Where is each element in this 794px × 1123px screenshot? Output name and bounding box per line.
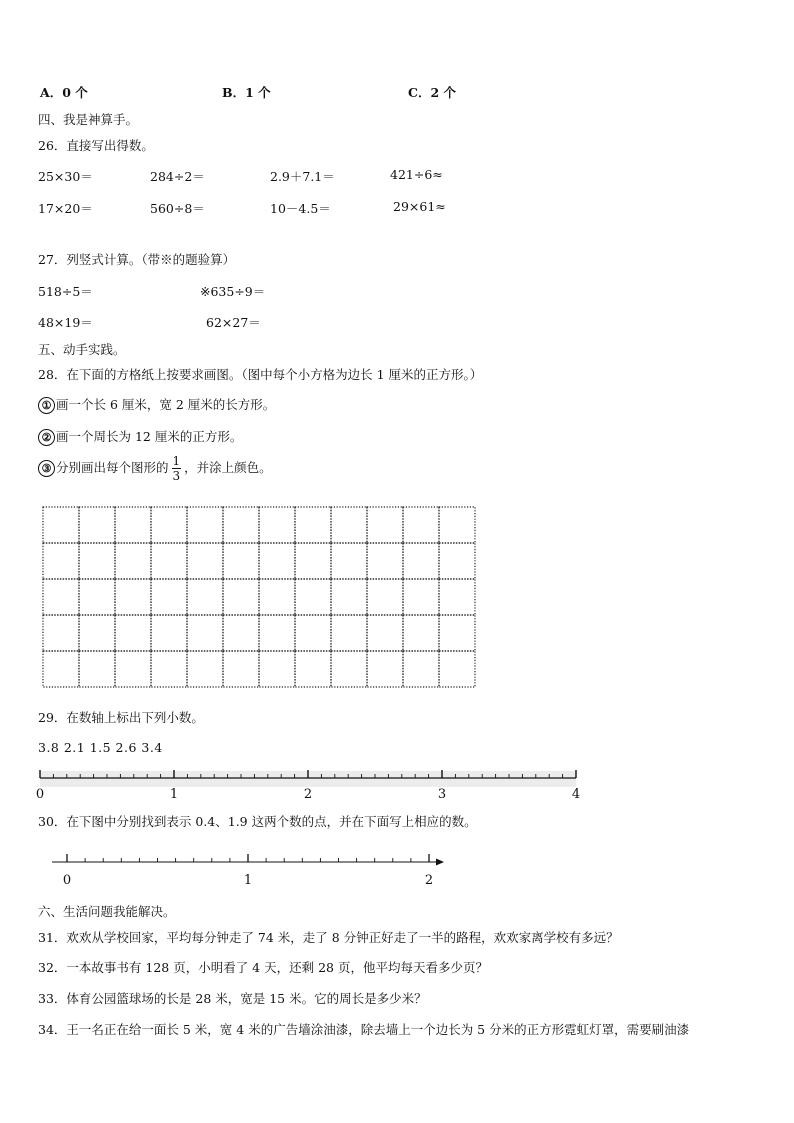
grid-cell[interactable] bbox=[439, 615, 475, 651]
grid-cell[interactable] bbox=[331, 615, 367, 651]
grid-cell[interactable] bbox=[439, 651, 475, 687]
section-4-heading: 四、我是神算手。 bbox=[38, 112, 139, 127]
q26-r1-c2: 284÷2＝ bbox=[150, 169, 205, 184]
q28-item-3-pre: 分别画出每个图形的 bbox=[56, 460, 169, 475]
fraction-one-third bbox=[172, 455, 182, 482]
grid-cell[interactable] bbox=[367, 507, 403, 543]
grid-cell[interactable] bbox=[295, 615, 331, 651]
q26-title: 26．直接写出得数。 bbox=[38, 138, 154, 153]
axis-tick-label: 1 bbox=[243, 873, 253, 888]
grid-cell[interactable] bbox=[151, 507, 187, 543]
dotted-square-grid[interactable] bbox=[42, 506, 476, 688]
grid-cell[interactable] bbox=[403, 507, 439, 543]
grid-cell[interactable] bbox=[439, 543, 475, 579]
grid-cell[interactable] bbox=[43, 507, 79, 543]
q29-title: 29．在数轴上标出下列小数。 bbox=[38, 710, 204, 725]
number-line-0-to-2[interactable] bbox=[50, 848, 450, 888]
axis-tick-label: 0 bbox=[62, 873, 72, 888]
grid-cell[interactable] bbox=[115, 651, 151, 687]
q31-text: 31．欢欢从学校回家，平均每分钟走了 74 米，走了 8 分钟正好走了一半的路程，欢欢家离学校有多远？ bbox=[38, 930, 619, 945]
grid-cell[interactable] bbox=[115, 543, 151, 579]
grid-cell[interactable] bbox=[367, 579, 403, 615]
grid-cell[interactable] bbox=[79, 579, 115, 615]
axis-tick-label: 3 bbox=[437, 787, 447, 800]
grid-cell[interactable] bbox=[79, 507, 115, 543]
q33-text: 33．体育公园篮球场的长是 28 米，宽是 15 米。它的周长是多少米？ bbox=[38, 991, 427, 1006]
circled-3-icon: ③ bbox=[38, 460, 55, 477]
option-c: C．2 个 bbox=[408, 85, 456, 100]
grid-cell[interactable] bbox=[259, 615, 295, 651]
grid-cell[interactable] bbox=[223, 579, 259, 615]
grid-cell[interactable] bbox=[367, 615, 403, 651]
section-5-heading: 五、动手实践。 bbox=[38, 342, 126, 357]
q32-text: 32．一本故事书有 128 页，小明看了 4 天，还剩 28 页，他平均每天看多少页？ bbox=[38, 960, 488, 975]
circled-1-icon: ① bbox=[38, 397, 55, 414]
fraction-denominator: 3 bbox=[172, 469, 181, 483]
q28-item-1 bbox=[38, 395, 275, 414]
grid-cell[interactable] bbox=[403, 651, 439, 687]
q27-r1-c1: 518÷5＝ bbox=[38, 284, 93, 299]
q29-decimals: 3.8 2.1 1.5 2.6 3.4 bbox=[38, 740, 163, 755]
grid-cell[interactable] bbox=[187, 579, 223, 615]
grid-cell[interactable] bbox=[43, 543, 79, 579]
grid-cell[interactable] bbox=[367, 651, 403, 687]
grid-cell[interactable] bbox=[79, 543, 115, 579]
grid-cell[interactable] bbox=[187, 651, 223, 687]
grid-cell[interactable] bbox=[259, 651, 295, 687]
number-line-0-to-4[interactable] bbox=[34, 764, 586, 800]
grid-cell[interactable] bbox=[223, 651, 259, 687]
grid-cell[interactable] bbox=[223, 507, 259, 543]
axis-tick-label: 1 bbox=[169, 787, 179, 800]
grid-cell[interactable] bbox=[151, 543, 187, 579]
grid-cell[interactable] bbox=[223, 615, 259, 651]
grid-cell[interactable] bbox=[439, 579, 475, 615]
grid-cell[interactable] bbox=[403, 543, 439, 579]
q28-item-3-post: ，并涂上颜色。 bbox=[184, 460, 272, 475]
axis-tick-label: 2 bbox=[424, 873, 434, 888]
grid-cell[interactable] bbox=[439, 507, 475, 543]
q26-r2-c3: 10－4.5＝ bbox=[270, 201, 331, 216]
grid-cell[interactable] bbox=[115, 579, 151, 615]
grid-cell[interactable] bbox=[331, 651, 367, 687]
grid-cell[interactable] bbox=[115, 507, 151, 543]
grid-cell[interactable] bbox=[151, 651, 187, 687]
grid-cell[interactable] bbox=[295, 579, 331, 615]
q28-item-1-text: 画一个长 6 厘米，宽 2 厘米的长方形。 bbox=[56, 397, 276, 412]
section-6-heading: 六、生活问题我能解决。 bbox=[38, 904, 176, 919]
q28-title: 28．在下面的方格纸上按要求画图。（图中每个小方格为边长 1 厘米的正方形。） bbox=[38, 367, 483, 382]
q27-r1-c2: ※635÷9＝ bbox=[200, 284, 266, 299]
grid-cell[interactable] bbox=[259, 507, 295, 543]
grid-cell[interactable] bbox=[43, 615, 79, 651]
circled-2-icon: ② bbox=[38, 429, 55, 446]
grid-cell[interactable] bbox=[331, 579, 367, 615]
grid-cell[interactable] bbox=[151, 579, 187, 615]
q26-r2-c2: 560÷8＝ bbox=[150, 201, 205, 216]
grid-cell[interactable] bbox=[331, 543, 367, 579]
option-b: B．1 个 bbox=[222, 85, 271, 100]
option-a: A．0 个 bbox=[40, 85, 88, 100]
grid-cell[interactable] bbox=[43, 579, 79, 615]
q28-item-3 bbox=[38, 455, 272, 482]
q27-title: 27．列竖式计算。（带※的题验算） bbox=[38, 252, 236, 267]
q26-r2-c4: 29×61≈ bbox=[393, 199, 446, 214]
q34-text: 34．王一名正在给一面长 5 米，宽 4 米的广告墙涂油漆，除去墙上一个边长为 5 分米的正方形霓虹灯罩，需要刷油漆 bbox=[38, 1022, 690, 1037]
grid-cell[interactable] bbox=[43, 651, 79, 687]
grid-cell[interactable] bbox=[367, 543, 403, 579]
grid-cell[interactable] bbox=[259, 543, 295, 579]
grid-cell[interactable] bbox=[295, 543, 331, 579]
axis-tick-label: 0 bbox=[35, 787, 45, 800]
q28-item-2 bbox=[38, 427, 242, 446]
grid-cell[interactable] bbox=[187, 507, 223, 543]
arrow-right-icon bbox=[436, 859, 444, 866]
q28-item-2-text: 画一个周长为 12 厘米的正方形。 bbox=[56, 429, 243, 444]
fraction-numerator: 1 bbox=[172, 454, 181, 468]
q26-r1-c3: 2.9＋7.1＝ bbox=[270, 169, 335, 184]
grid-cell[interactable] bbox=[259, 579, 295, 615]
grid-cell[interactable] bbox=[187, 543, 223, 579]
grid-cell[interactable] bbox=[295, 651, 331, 687]
grid-cell[interactable] bbox=[331, 507, 367, 543]
grid-cell[interactable] bbox=[223, 543, 259, 579]
grid-cell[interactable] bbox=[151, 615, 187, 651]
q26-r1-c1: 25×30＝ bbox=[38, 169, 93, 184]
axis-tick-label: 4 bbox=[571, 787, 581, 800]
grid-cell[interactable] bbox=[295, 507, 331, 543]
q27-r2-c1: 48×19＝ bbox=[38, 315, 93, 330]
grid-cell[interactable] bbox=[79, 615, 115, 651]
grid-cell[interactable] bbox=[403, 615, 439, 651]
q26-r2-c1: 17×20＝ bbox=[38, 201, 93, 216]
grid-cell[interactable] bbox=[79, 651, 115, 687]
q26-r1-c4: 421÷6≈ bbox=[390, 167, 443, 182]
q30-title: 30．在下图中分别找到表示 0.4、1.9 这两个数的点，并在下面写上相应的数。 bbox=[38, 814, 477, 829]
grid-cell[interactable] bbox=[187, 615, 223, 651]
q27-r2-c2: 62×27＝ bbox=[206, 315, 261, 330]
grid-cell[interactable] bbox=[403, 579, 439, 615]
grid-cell[interactable] bbox=[115, 615, 151, 651]
axis-tick-label: 2 bbox=[303, 787, 313, 800]
